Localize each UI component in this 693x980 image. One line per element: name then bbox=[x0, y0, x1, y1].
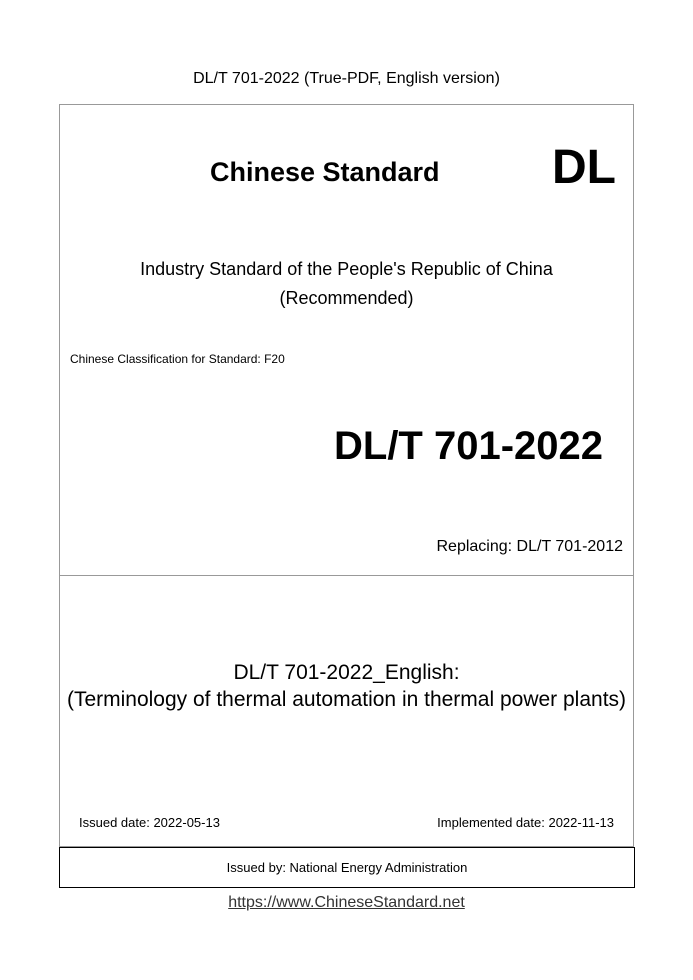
english-title-line-1: DL/T 701-2022_English: bbox=[233, 661, 460, 684]
issued-date: Issued date: 2022-05-13 bbox=[79, 815, 220, 830]
classification-text: Chinese Classification for Standard: F20 bbox=[70, 352, 285, 366]
recommended-label: (Recommended) bbox=[279, 288, 414, 308]
issuer-box bbox=[59, 847, 635, 888]
cover-heading: Chinese Standard bbox=[210, 157, 440, 187]
document-header-title: DL/T 701-2022 (True-PDF, English version) bbox=[193, 70, 500, 87]
replacing-text: Replacing: DL/T 701-2012 bbox=[436, 538, 623, 555]
industry-standard-line: Industry Standard of the People's Republic of China bbox=[140, 259, 553, 279]
english-title-line-2: (Terminology of thermal automation in thermal power plants) bbox=[66, 688, 627, 711]
implemented-date: Implemented date: 2022-11-13 bbox=[437, 815, 614, 830]
standard-number: DL/T 701-2022 bbox=[334, 424, 604, 468]
website-link[interactable]: https://www.ChineseStandard.net bbox=[228, 894, 465, 911]
issuer-text: Issued by: National Energy Administration bbox=[226, 860, 468, 875]
standard-category-mark: DL bbox=[552, 141, 616, 194]
